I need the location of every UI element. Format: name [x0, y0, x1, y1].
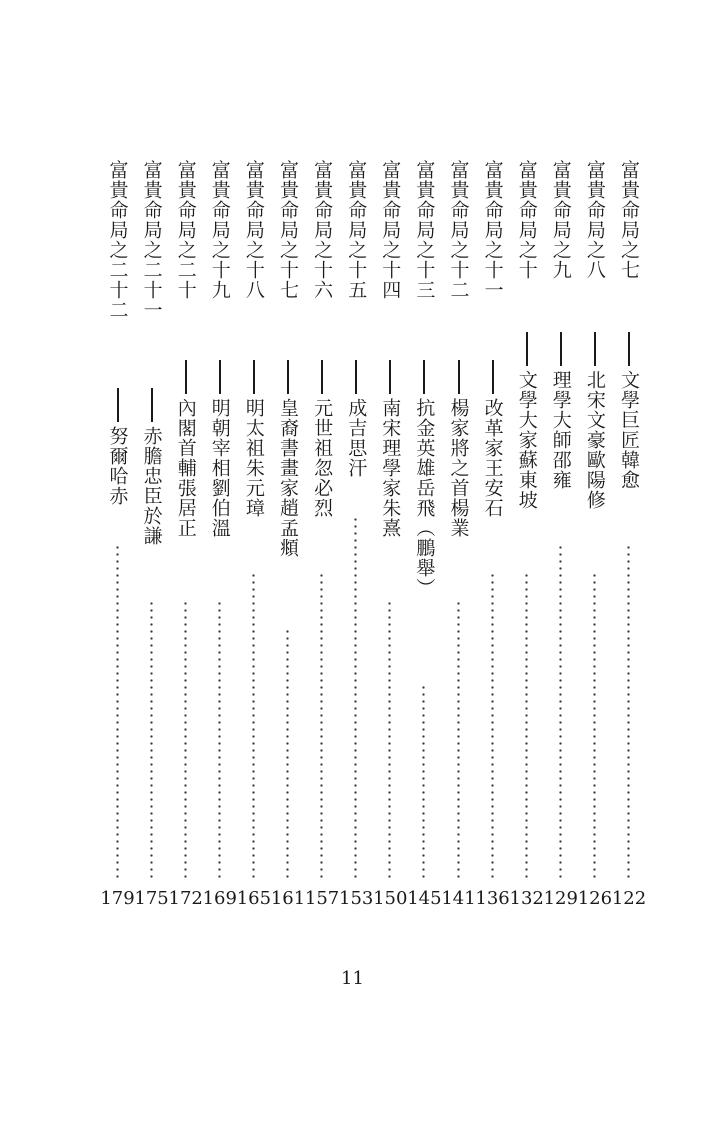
chapter-label: 富貴命局之二十一: [140, 160, 163, 320]
entry-title: 理學大師邵雍: [549, 370, 572, 490]
entry-title: 文學大家蘇東坡: [515, 370, 538, 510]
dash-separator: [560, 332, 562, 366]
toc-entry[interactable]: [100, 160, 135, 910]
page-number: 161: [270, 888, 306, 909]
dot-leader: [150, 600, 153, 880]
dash-separator: [185, 360, 187, 394]
entry-title: 成吉思汗: [345, 398, 368, 478]
dot-leader: [184, 600, 187, 880]
entry-title: 文學巨匠韓愈: [618, 370, 640, 490]
page-number: 165: [236, 888, 272, 909]
page-number: 172: [168, 888, 203, 909]
toc-entry[interactable]: [339, 160, 374, 910]
dot-leader: [525, 572, 528, 880]
chapter-label: 富貴命局之二十二: [106, 160, 129, 320]
page-number: 126: [577, 888, 613, 909]
dash-separator: [355, 360, 357, 394]
page-number: 132: [509, 888, 544, 909]
dot-leader: [457, 600, 460, 880]
toc-entry[interactable]: [577, 160, 613, 910]
entry-title: 南宋理學家朱熹: [379, 398, 402, 538]
entry-title: 北宋文豪歐陽修: [583, 370, 606, 510]
dot-leader: [491, 572, 494, 880]
page-number: 136: [475, 888, 510, 909]
page-number: 141: [441, 888, 476, 909]
toc-entry[interactable]: [202, 160, 237, 910]
chapter-label: 富貴命局之十二: [447, 160, 470, 300]
dash-separator: [423, 360, 425, 394]
dash-separator: [526, 332, 528, 366]
dot-leader: [116, 544, 119, 880]
dot-leader: [286, 628, 289, 880]
chapter-label: 富貴命局之十九: [208, 160, 231, 300]
chapter-label: 富貴命局之十三: [413, 160, 436, 300]
entry-title: 明太祖朱元璋: [242, 398, 265, 518]
toc-entry[interactable]: [407, 160, 442, 910]
dot-leader: [627, 544, 630, 880]
dot-leader: [252, 572, 255, 880]
entry-title: 努爾哈赤: [106, 426, 129, 506]
chapter-label: 富貴命局之二十: [174, 160, 197, 300]
toc-entry[interactable]: [475, 160, 510, 910]
toc-entry[interactable]: [611, 160, 647, 910]
chapter-label: 富貴命局之八: [583, 160, 606, 280]
entry-title: 楊家將之首楊業: [447, 398, 470, 538]
toc-entry[interactable]: [543, 160, 578, 910]
dash-separator: [492, 360, 494, 394]
page-folio-number: 11: [341, 968, 364, 989]
toc-entry[interactable]: [509, 160, 544, 910]
dot-leader: [218, 600, 221, 880]
chapter-label: 富貴命局之七: [618, 160, 640, 280]
entry-title: 赤膽忠臣於謙: [140, 426, 163, 546]
toc-entry[interactable]: [373, 160, 408, 910]
dash-separator: [458, 360, 460, 394]
page-number: 150: [373, 888, 408, 909]
chapter-label: 富貴命局之九: [549, 160, 572, 280]
dot-leader: [354, 516, 357, 880]
entry-title: 元世祖忽必烈: [311, 398, 334, 518]
dash-separator: [287, 360, 289, 394]
toc-entry[interactable]: [304, 160, 340, 910]
toc-entry[interactable]: [236, 160, 272, 910]
toc-entry[interactable]: [134, 160, 169, 910]
dash-separator: [594, 332, 596, 366]
page-number: 179: [100, 888, 135, 909]
chapter-label: 富貴命局之十四: [379, 160, 402, 300]
dash-separator: [389, 360, 391, 394]
dash-separator: [321, 360, 323, 394]
page-number: 129: [543, 888, 578, 909]
entry-title: 改革家王安石: [481, 398, 504, 518]
dash-separator: [117, 388, 119, 422]
page-number: 153: [339, 888, 374, 909]
dot-leader: [593, 572, 596, 880]
dash-separator: [628, 332, 630, 366]
dot-leader: [320, 572, 323, 880]
page-number: 145: [407, 888, 442, 909]
page-number: 157: [304, 888, 340, 909]
dot-leader: [422, 684, 425, 880]
chapter-label: 富貴命局之十七: [277, 160, 299, 300]
dash-separator: [253, 360, 255, 394]
toc-entry[interactable]: [270, 160, 306, 910]
toc-entry[interactable]: [441, 160, 476, 910]
chapter-label: 富貴命局之十八: [242, 160, 265, 300]
chapter-label: 富貴命局之十五: [345, 160, 368, 300]
page-number: 122: [611, 888, 647, 909]
dash-separator: [151, 388, 153, 422]
entry-title: 明朝宰相劉伯溫: [208, 398, 231, 538]
dot-leader: [559, 544, 562, 880]
entry-title: 內閣首輔張居正: [174, 398, 197, 538]
entry-title: 皇裔書畫家趙孟頫: [277, 398, 299, 558]
page-number: 169: [202, 888, 237, 909]
dash-separator: [219, 360, 221, 394]
chapter-label: 富貴命局之十六: [311, 160, 334, 300]
chapter-label: 富貴命局之十: [515, 160, 538, 280]
toc-entry[interactable]: [168, 160, 203, 910]
chapter-label: 富貴命局之十一: [481, 160, 504, 300]
dot-leader: [388, 600, 391, 880]
entry-title: 抗金英雄岳飛（鵬舉）: [413, 398, 436, 598]
page-number: 175: [134, 888, 169, 909]
